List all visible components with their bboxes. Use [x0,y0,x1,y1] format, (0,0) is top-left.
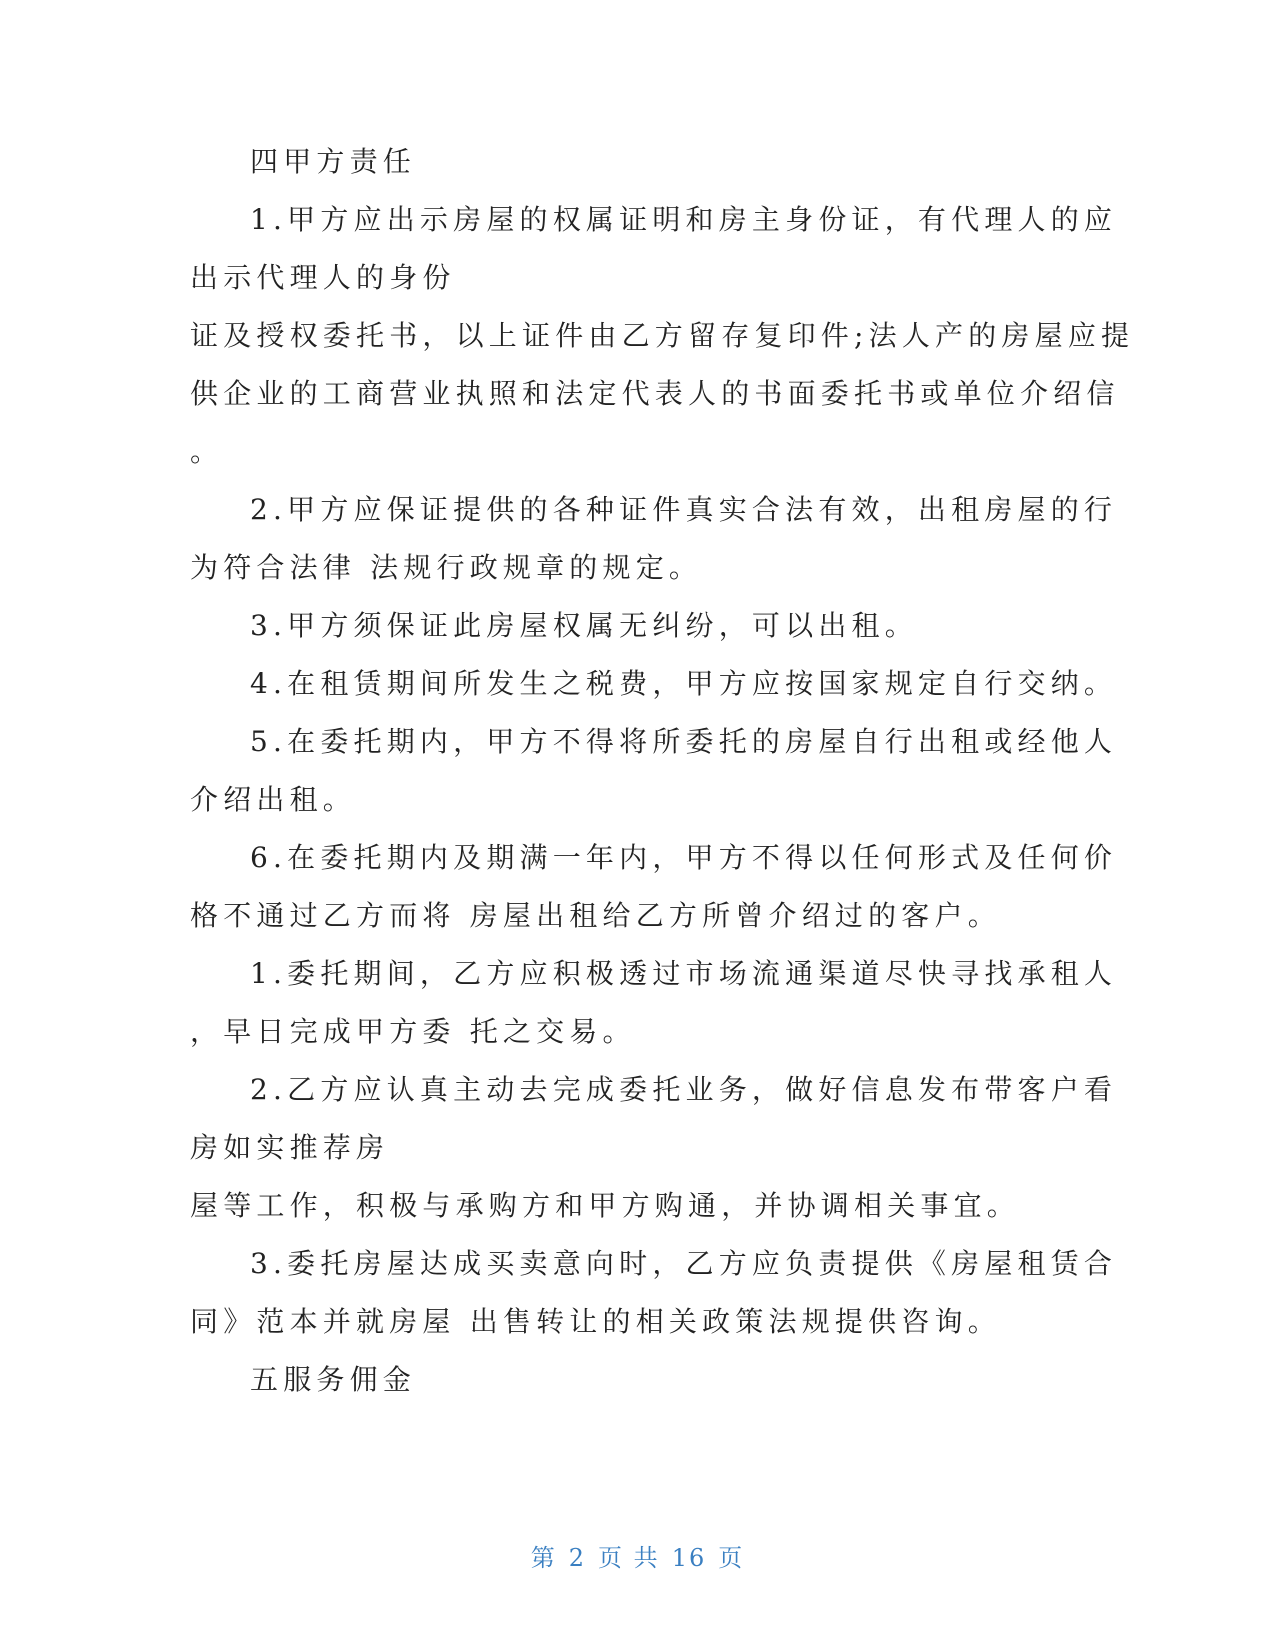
paragraph-line: 供企业的工商营业执照和法定代表人的书面委托书或单位介绍信 [190,377,1120,410]
paragraph-line: 证及授权委托书，以上证件由乙方留存复印件;法人产的房屋应提 [190,319,1135,352]
footer-suffix: 页 [718,1544,745,1572]
section-heading-party-a: 四甲方责任 [250,145,417,178]
paragraph-line: ，早日完成甲方委 托之交易。 [190,1015,636,1048]
footer-current-page: 2 [568,1544,587,1572]
paragraph-line: 格不通过乙方而将 房屋出租给乙方所曾介绍过的客户。 [190,899,1001,932]
paragraph-line: 。 [190,435,224,468]
footer-middle: 页 共 [598,1544,660,1572]
paragraph-line: 3.甲方须保证此房屋权属无纠纷，可以出租。 [250,609,918,642]
footer-total-pages: 16 [671,1544,707,1572]
footer-prefix: 第 [530,1544,557,1572]
paragraph-line: 2.乙方应认真主动去完成委托业务，做好信息发布带客户看 [250,1073,1118,1106]
page-footer [0,1538,1275,1573]
paragraph-line: 6.在委托期内及期满一年内，甲方不得以任何形式及任何价 [250,841,1118,874]
paragraph-line: 4.在租赁期间所发生之税费，甲方应按国家规定自行交纳。 [250,667,1118,700]
section-heading-commission: 五服务佣金 [250,1363,417,1396]
paragraph-line: 屋等工作，积极与承购方和甲方购通，并协调相关事宜。 [190,1189,1021,1222]
paragraph-line: 1.委托期间，乙方应积极透过市场流通渠道尽快寻找承租人 [250,957,1118,990]
paragraph-line: 房如实推荐房 [190,1131,390,1164]
paragraph-line: 5.在委托期内，甲方不得将所委托的房屋自行出租或经他人 [250,725,1118,758]
paragraph-line: 介绍出租。 [190,783,357,816]
paragraph-line: 3.委托房屋达成买卖意向时，乙方应负责提供《房屋租赁合 [250,1247,1118,1280]
paragraph-line: 同》范本并就房屋 出售转让的相关政策法规提供咨询。 [190,1305,1001,1338]
paragraph-line: 为符合法律 法规行政规章的规定。 [190,551,703,584]
paragraph-line: 1.甲方应出示房屋的权属证明和房主身份证，有代理人的应 [250,203,1118,236]
paragraph-line: 出示代理人的身份 [190,261,456,294]
paragraph-line: 2.甲方应保证提供的各种证件真实合法有效，出租房屋的行 [250,493,1118,526]
